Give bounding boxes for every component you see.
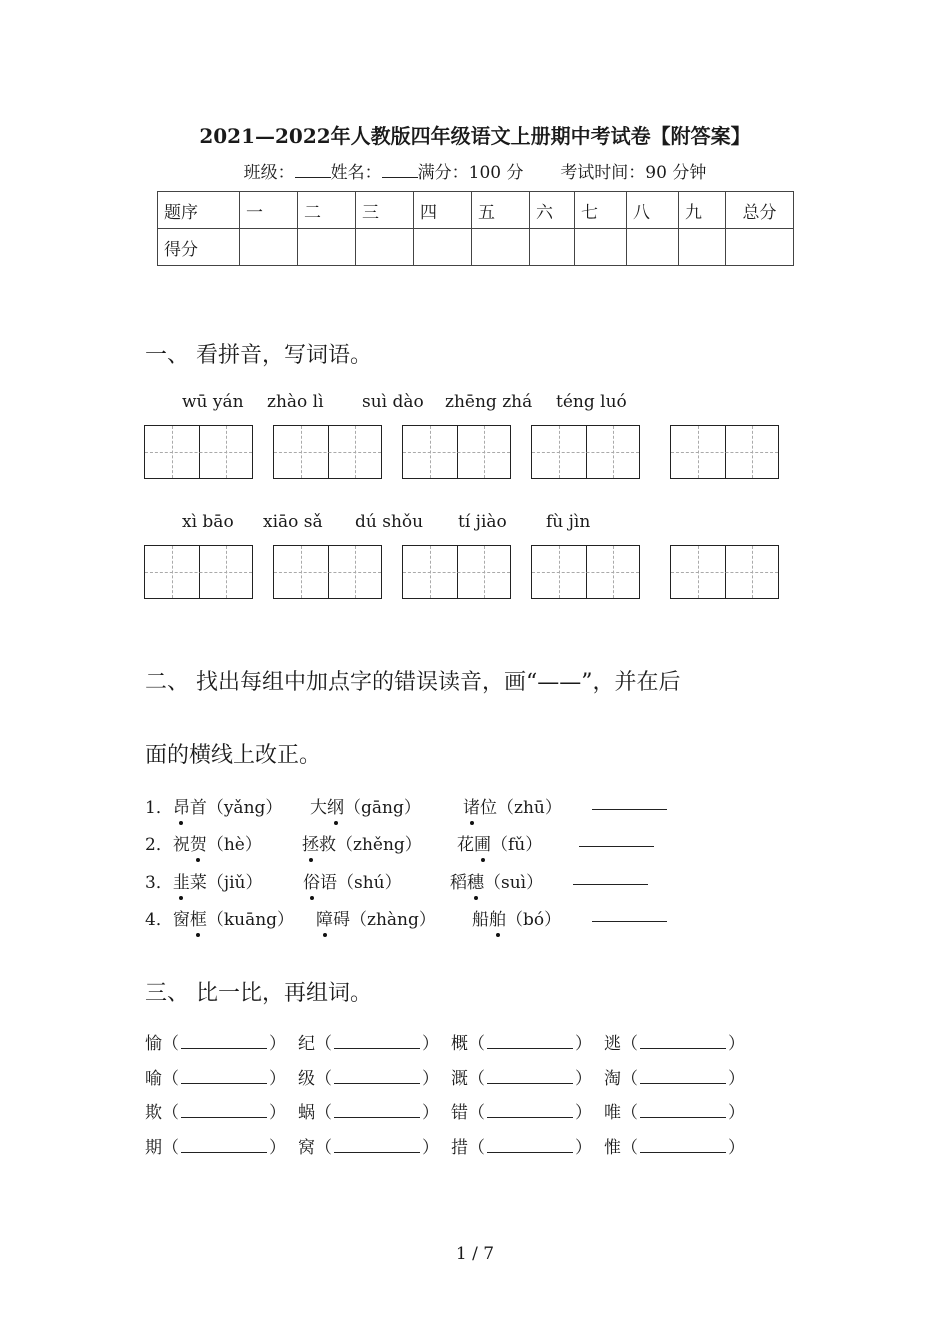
score-cell[interactable] [679, 229, 726, 266]
score-table-header-row [158, 192, 794, 229]
score-cell[interactable] [414, 229, 472, 266]
list-item [302, 830, 422, 855]
word-text: 窗 [172, 910, 190, 930]
dotted-char[interactable]: 诸 [463, 793, 480, 818]
list-item [450, 868, 543, 893]
time-label: 考试时间：90 分钟 [560, 163, 707, 183]
table-cell: 六 [530, 192, 575, 229]
item-number: 1． [145, 798, 173, 818]
compare-row: 措（ ） [451, 1138, 592, 1158]
writing-grid[interactable] [670, 545, 779, 599]
word-blank[interactable] [487, 1071, 573, 1084]
word-text: （suì） [484, 873, 544, 893]
word-blank[interactable] [181, 1071, 267, 1084]
compare-row: 级（ ） [298, 1069, 439, 1089]
dotted-char[interactable]: 穗 [467, 868, 484, 893]
compare-char: 唯 [604, 1103, 621, 1123]
word-blank[interactable] [640, 1071, 726, 1084]
list-item [303, 868, 402, 893]
writing-grid[interactable] [402, 425, 511, 479]
table-cell: 七 [575, 192, 627, 229]
compare-row: 唯（ ） [604, 1103, 745, 1123]
word-text: 菜（jiǔ） [189, 873, 263, 893]
word-blank[interactable] [181, 1140, 267, 1153]
pinyin-label: suì dào [362, 392, 424, 412]
answer-line[interactable] [592, 797, 667, 810]
page-title: 2021—2022年人教版四年级语文上册期中考试卷【附答案】 [199, 124, 751, 148]
word-blank[interactable] [334, 1071, 420, 1084]
word-blank[interactable] [334, 1140, 420, 1153]
dotted-char[interactable]: 圃 [474, 830, 491, 855]
score-cell[interactable] [240, 229, 298, 266]
compare-char: 级 [298, 1069, 315, 1089]
word-text: （fǔ） [491, 835, 543, 855]
compare-char: 喻 [145, 1069, 162, 1089]
score-cell[interactable] [356, 229, 414, 266]
word-blank[interactable] [334, 1105, 420, 1118]
word-text: 祝 [172, 835, 190, 855]
compare-row: 喻（ ） [145, 1069, 286, 1089]
compare-row: 概（ ） [451, 1034, 592, 1054]
pinyin-label: xì bāo [182, 512, 234, 532]
compare-row: 惟（ ） [604, 1138, 745, 1158]
compare-char: 期 [145, 1138, 162, 1158]
writing-grid[interactable] [273, 545, 382, 599]
list-item [310, 793, 421, 818]
dotted-char[interactable]: 框 [190, 905, 207, 930]
table-cell: 题序 [158, 192, 240, 229]
compare-char: 愉 [145, 1034, 162, 1054]
compare-row: 愉（ ） [145, 1034, 286, 1054]
answer-line[interactable] [579, 834, 654, 847]
list-item [316, 905, 436, 930]
writing-grid[interactable] [144, 545, 253, 599]
score-table [157, 191, 794, 266]
word-blank[interactable] [181, 1105, 267, 1118]
compare-char: 欺 [145, 1103, 162, 1123]
section2-heading-line2: 面的横线上改正。 [145, 743, 322, 768]
item-number: 2． [145, 835, 173, 855]
word-blank[interactable] [640, 1140, 726, 1153]
pinyin-label: téng luó [556, 392, 627, 412]
pinyin-label: zhào lì [267, 392, 324, 412]
section2-heading-line1: 二、 找出每组中加点字的错误读音，画“——”，并在后 [145, 670, 681, 695]
score-cell[interactable] [726, 229, 794, 266]
pinyin-label: wū yán [182, 392, 244, 412]
dotted-char[interactable]: 俗 [303, 868, 320, 893]
table-cell: 二 [298, 192, 356, 229]
compare-char: 窝 [298, 1138, 315, 1158]
word-text: （gāng） [344, 798, 421, 818]
compare-char: 纪 [298, 1034, 315, 1054]
compare-row: 溉（ ） [451, 1069, 592, 1089]
section1-heading: 一、 看拼音，写词语。 [145, 343, 372, 368]
compare-char: 淘 [604, 1069, 621, 1089]
pinyin-label: dú shǒu [355, 512, 424, 532]
list-item [472, 905, 561, 930]
page-number: 1 / 7 [455, 1244, 495, 1264]
word-text: 花 [457, 835, 474, 855]
word-blank[interactable] [640, 1036, 726, 1049]
word-blank[interactable] [487, 1105, 573, 1118]
word-text: （kuāng） [206, 910, 295, 930]
word-text: 船 [472, 910, 489, 930]
name-blank[interactable] [382, 163, 418, 178]
word-blank[interactable] [640, 1105, 726, 1118]
table-cell: 四 [414, 192, 472, 229]
dotted-char[interactable]: 障 [316, 905, 333, 930]
compare-char: 逃 [604, 1034, 621, 1054]
compare-row: 窝（ ） [298, 1138, 439, 1158]
score-cell[interactable] [298, 229, 356, 266]
dotted-char[interactable]: 舶 [489, 905, 506, 930]
item-number: 3． [145, 873, 173, 893]
section3-heading: 三、 比一比，再组词。 [145, 981, 372, 1006]
score-cell[interactable] [575, 229, 627, 266]
word-text: 位（zhū） [480, 798, 562, 818]
compare-char: 惟 [604, 1138, 621, 1158]
dotted-char[interactable]: 贺 [190, 830, 207, 855]
list-item [145, 793, 282, 818]
writing-grid[interactable] [402, 545, 511, 599]
word-blank[interactable] [487, 1140, 573, 1153]
word-text: 首（yǎng） [189, 798, 283, 818]
answer-line[interactable] [573, 872, 648, 885]
compare-row: 淘（ ） [604, 1069, 745, 1089]
list-item [145, 868, 263, 893]
pinyin-label: xiāo sǎ [263, 512, 323, 532]
dotted-char[interactable]: 拯 [302, 830, 319, 855]
writing-grid[interactable] [531, 545, 640, 599]
list-item [457, 830, 542, 855]
score-cell[interactable] [472, 229, 530, 266]
writing-grid[interactable] [144, 425, 253, 479]
writing-grid[interactable] [531, 425, 640, 479]
score-label: 满分：100 分 [417, 163, 524, 183]
word-blank[interactable] [181, 1036, 267, 1049]
table-cell: 得分 [158, 229, 240, 266]
word-text: 碍（zhàng） [333, 910, 436, 930]
list-item [145, 830, 262, 855]
word-text: 稻 [450, 873, 467, 893]
writing-grid[interactable] [670, 425, 779, 479]
compare-char: 错 [451, 1103, 468, 1123]
dotted-char[interactable]: 昂 [173, 793, 190, 818]
score-table-score-row [158, 229, 794, 266]
pinyin-label: zhēng zhá [445, 392, 533, 412]
word-text: （bó） [506, 910, 562, 930]
pinyin-label: tí jiào [458, 512, 507, 532]
score-cell[interactable] [530, 229, 575, 266]
exam-info [0, 158, 950, 183]
answer-line[interactable] [592, 909, 667, 922]
dotted-char[interactable]: 韭 [173, 868, 190, 893]
word-text: 救（zhěng） [319, 835, 422, 855]
compare-row: 欺（ ） [145, 1103, 286, 1123]
table-cell: 九 [679, 192, 726, 229]
compare-char: 概 [451, 1034, 468, 1054]
compare-row: 期（ ） [145, 1138, 286, 1158]
compare-row: 纪（ ） [298, 1034, 439, 1054]
compare-row: 逃（ ） [604, 1034, 745, 1054]
word-blank[interactable] [487, 1036, 573, 1049]
list-item [145, 905, 294, 930]
class-label: 班级： [243, 163, 295, 183]
word-text: 语（shú） [320, 873, 402, 893]
dotted-char[interactable]: 纲 [327, 793, 344, 818]
compare-row: 蜗（ ） [298, 1103, 439, 1123]
word-text: 大 [310, 798, 327, 818]
list-item [463, 793, 562, 818]
table-cell: 五 [472, 192, 530, 229]
name-label: 姓名： [330, 163, 382, 183]
item-number: 4． [145, 910, 173, 930]
pinyin-label: fù jìn [546, 512, 591, 532]
table-cell: 三 [356, 192, 414, 229]
table-cell: 一 [240, 192, 298, 229]
compare-char: 措 [451, 1138, 468, 1158]
compare-row: 错（ ） [451, 1103, 592, 1123]
writing-grid[interactable] [273, 425, 382, 479]
compare-char: 溉 [451, 1069, 468, 1089]
table-cell: 八 [627, 192, 679, 229]
score-cell[interactable] [627, 229, 679, 266]
class-blank[interactable] [295, 163, 331, 178]
word-text: （hè） [206, 835, 262, 855]
word-blank[interactable] [334, 1036, 420, 1049]
table-cell: 总分 [726, 192, 794, 229]
compare-char: 蜗 [298, 1103, 315, 1123]
